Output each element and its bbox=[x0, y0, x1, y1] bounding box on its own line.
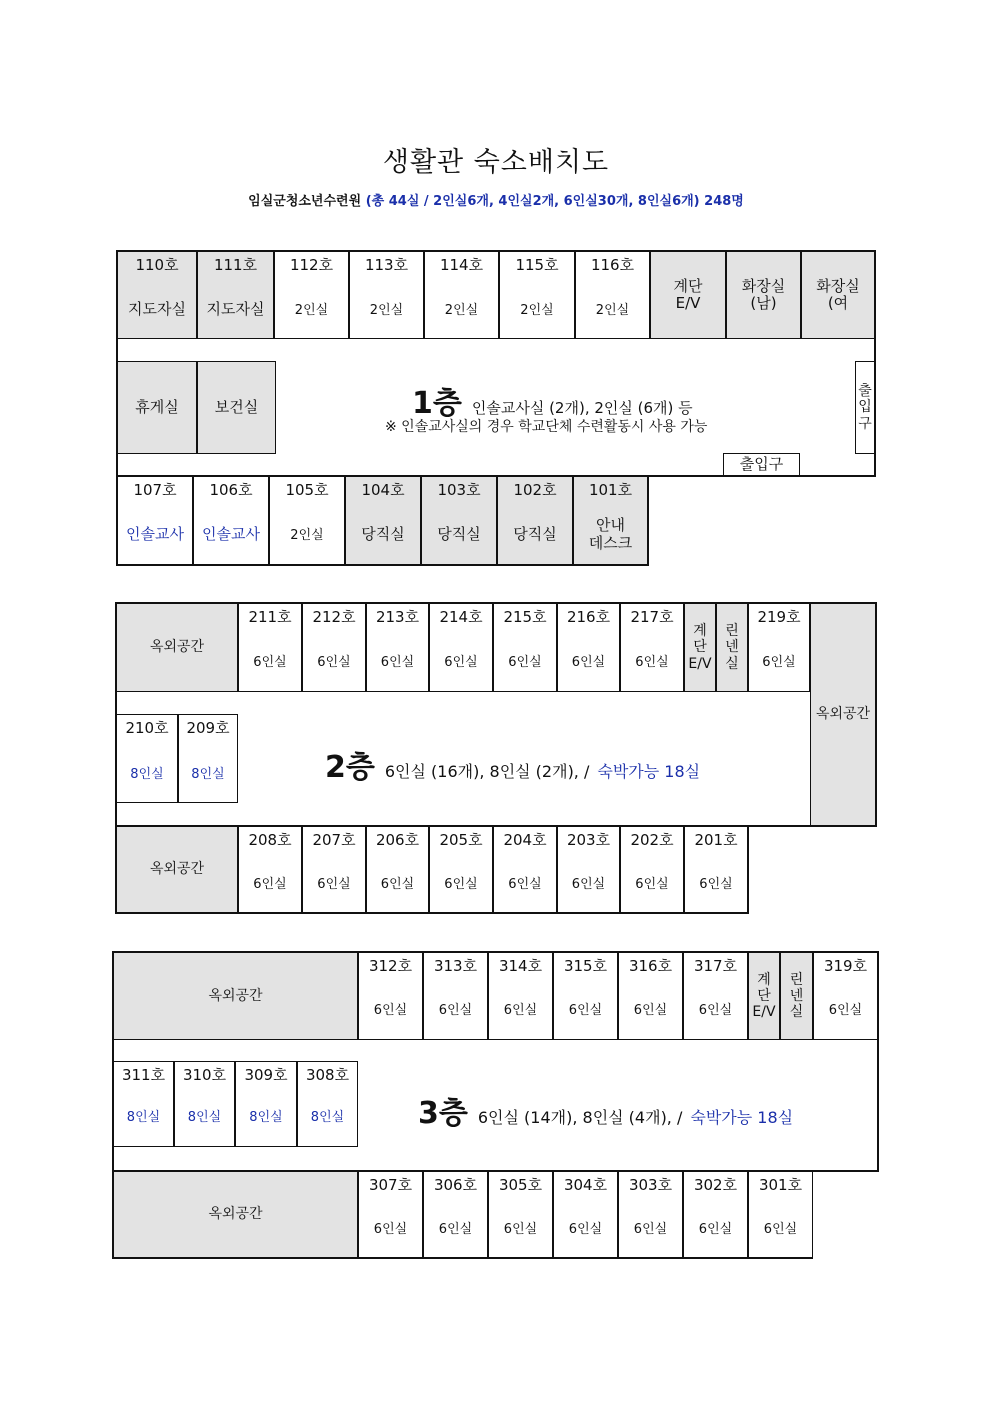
linen-char: 실 bbox=[789, 1004, 804, 1021]
outdoor-space-2f-top[interactable] bbox=[116, 603, 238, 692]
room-number: 110호 bbox=[135, 256, 179, 274]
stairs-elevator-1f[interactable] bbox=[650, 251, 726, 339]
outdoor-space-3f-bottom[interactable] bbox=[113, 1171, 358, 1258]
room-type: 6인실 bbox=[571, 655, 606, 670]
room-type: 당직실 bbox=[513, 525, 557, 543]
room-number: 205호 bbox=[439, 831, 483, 849]
desk-line1: 안내 bbox=[596, 516, 625, 535]
outdoor-space-3f-top[interactable] bbox=[113, 952, 358, 1040]
room-205[interactable] bbox=[429, 826, 493, 913]
room-type: 6인실 bbox=[828, 1003, 863, 1018]
room-type: 6인실 bbox=[444, 877, 478, 892]
floor2-availability: 숙박가능 18실 bbox=[597, 762, 701, 781]
room-number: 217호 bbox=[630, 608, 674, 626]
room-316[interactable] bbox=[618, 952, 683, 1040]
outdoor-space-2f-bottom[interactable] bbox=[116, 826, 238, 913]
room-number: 203호 bbox=[566, 831, 611, 849]
room-312[interactable] bbox=[358, 952, 423, 1040]
room-type: 6인실 bbox=[373, 1003, 408, 1018]
room-103[interactable] bbox=[421, 476, 497, 565]
room-type: 6인실 bbox=[253, 655, 287, 670]
linen-room-3f[interactable] bbox=[780, 952, 813, 1040]
floor1-number: 1층 bbox=[412, 386, 462, 421]
room-number: 313호 bbox=[433, 957, 478, 975]
room-type: 6인실 bbox=[380, 655, 415, 670]
floor1-note: ※ 인솔교사실의 경우 학교단체 수련활동시 사용 가능 bbox=[385, 419, 708, 435]
outdoor-label: 옥외공간 bbox=[208, 987, 263, 1004]
toilet-women-1f[interactable] bbox=[801, 251, 875, 339]
room-211[interactable] bbox=[238, 603, 302, 692]
room-106[interactable] bbox=[193, 476, 269, 565]
outdoor-space-2f-right[interactable] bbox=[810, 603, 876, 826]
room-type: 8인실 bbox=[191, 767, 225, 782]
room-102[interactable] bbox=[497, 476, 573, 565]
room-214[interactable] bbox=[429, 603, 493, 692]
room-311[interactable] bbox=[113, 1061, 174, 1147]
room-type: 6인실 bbox=[699, 877, 733, 892]
floor2-description: 6인실 (16개), 8인실 (2개), / bbox=[384, 762, 590, 781]
room-number: 309호 bbox=[244, 1066, 288, 1084]
room-number: 112호 bbox=[289, 256, 334, 274]
room-317[interactable] bbox=[683, 952, 748, 1040]
floor3-label bbox=[418, 1088, 793, 1132]
floor3-description: 6인실 (14개), 8인실 (4개), / bbox=[477, 1108, 683, 1127]
room-307[interactable] bbox=[358, 1171, 423, 1258]
room-number: 304호 bbox=[563, 1176, 608, 1194]
room-number: 210호 bbox=[125, 719, 169, 737]
linen-char: 린 bbox=[725, 623, 739, 640]
room-type: 6인실 bbox=[317, 877, 351, 892]
stairs-char: E/V bbox=[752, 1004, 776, 1021]
room-number: 214호 bbox=[439, 608, 483, 626]
room-number: 302호 bbox=[693, 1176, 738, 1194]
room-type: 2인실 bbox=[294, 303, 329, 318]
room-type: 8인실 bbox=[249, 1110, 283, 1125]
lounge-1f[interactable] bbox=[117, 361, 197, 454]
room-number: 308호 bbox=[305, 1066, 350, 1084]
room-number: 211호 bbox=[248, 608, 292, 626]
room-type: 6인실 bbox=[373, 1222, 408, 1237]
ev-label: E/V bbox=[675, 294, 701, 312]
room-type: 6인실 bbox=[508, 655, 542, 670]
room-type: 6인실 bbox=[633, 1222, 668, 1237]
room-216[interactable] bbox=[557, 603, 620, 692]
stairs-char: 단 bbox=[693, 639, 707, 656]
outdoor-label: 옥외공간 bbox=[149, 639, 205, 656]
room-type: 6인실 bbox=[763, 1222, 798, 1237]
room-number: 307호 bbox=[368, 1176, 413, 1194]
room-308[interactable] bbox=[297, 1061, 358, 1147]
toilet-label: 화장실 bbox=[816, 276, 860, 295]
room-219[interactable] bbox=[748, 603, 810, 692]
room-105[interactable] bbox=[269, 476, 345, 565]
room-number: 215호 bbox=[503, 608, 547, 626]
page-subtitle bbox=[0, 190, 992, 209]
room-101-info-desk[interactable] bbox=[573, 476, 648, 565]
outdoor-label: 옥외공간 bbox=[149, 861, 205, 878]
side-entrance-1f[interactable] bbox=[855, 361, 875, 454]
room-number: 208호 bbox=[248, 831, 292, 849]
room-type: 6인실 bbox=[571, 877, 606, 892]
room-number: 305호 bbox=[498, 1176, 543, 1194]
room-115[interactable] bbox=[499, 251, 575, 339]
outdoor-label: 옥외공간 bbox=[815, 706, 871, 723]
linen-char: 실 bbox=[725, 655, 739, 672]
linen-room-2f[interactable] bbox=[716, 603, 748, 692]
room-type: 2인실 bbox=[444, 303, 479, 318]
room-type: 6인실 bbox=[698, 1222, 733, 1237]
room-type: 8인실 bbox=[126, 1110, 161, 1125]
room-313[interactable] bbox=[423, 952, 488, 1040]
room-310[interactable] bbox=[174, 1061, 235, 1147]
room-number: 113호 bbox=[364, 256, 409, 274]
floor2-label bbox=[325, 742, 700, 786]
room-number: 310호 bbox=[182, 1066, 227, 1084]
room-type: 6인실 bbox=[568, 1222, 603, 1237]
room-number: 202호 bbox=[630, 831, 674, 849]
stairs-char: 계 bbox=[693, 623, 707, 640]
toilet-label: 화장실 bbox=[741, 276, 786, 295]
room-type: 6인실 bbox=[633, 1003, 668, 1018]
room-111[interactable] bbox=[197, 251, 274, 339]
room-type: 6인실 bbox=[635, 655, 669, 670]
room-301[interactable] bbox=[748, 1171, 813, 1258]
subtitle-org: 임실군청소년수련원 bbox=[248, 194, 362, 209]
room-number: 315호 bbox=[563, 957, 608, 975]
room-type: 당직실 bbox=[437, 525, 481, 543]
main-entrance-label: 출입구 bbox=[739, 454, 784, 473]
room-number: 209호 bbox=[186, 719, 230, 737]
desk-line2: 데스크 bbox=[588, 533, 633, 552]
room-type: 8인실 bbox=[130, 767, 164, 782]
side-entrance-char: 출 bbox=[858, 383, 872, 400]
room-number: 207호 bbox=[312, 831, 356, 849]
room-208[interactable] bbox=[238, 826, 302, 913]
room-215[interactable] bbox=[493, 603, 557, 692]
room-212[interactable] bbox=[302, 603, 366, 692]
outdoor-label: 옥외공간 bbox=[208, 1206, 263, 1223]
room-210[interactable] bbox=[116, 714, 178, 803]
room-type: 8인실 bbox=[310, 1110, 345, 1125]
room-number: 316호 bbox=[628, 957, 673, 975]
room-319[interactable] bbox=[813, 952, 878, 1040]
room-number: 312호 bbox=[368, 957, 413, 975]
main-entrance-1f[interactable] bbox=[723, 453, 800, 476]
floor3-availability: 숙박가능 18실 bbox=[690, 1108, 794, 1127]
room-type: 6인실 bbox=[317, 655, 351, 670]
room-type: 6인실 bbox=[762, 655, 796, 670]
room-type: 6인실 bbox=[438, 1003, 473, 1018]
room-203[interactable] bbox=[557, 826, 620, 913]
room-110[interactable] bbox=[117, 251, 197, 339]
room-type: 2인실 bbox=[595, 303, 630, 318]
room-217[interactable] bbox=[620, 603, 684, 692]
page-title: 생활관 숙소배치도 bbox=[382, 147, 610, 178]
floor1-description: 인솔교사실 (2개), 2인실 (6개) 등 bbox=[471, 399, 693, 417]
room-number: 114호 bbox=[439, 256, 484, 274]
linen-char: 넨 bbox=[789, 987, 804, 1004]
room-number: 201호 bbox=[694, 831, 738, 849]
room-number: 115호 bbox=[515, 256, 559, 274]
room-number: 102호 bbox=[513, 481, 557, 499]
room-107[interactable] bbox=[117, 476, 193, 565]
side-entrance-label bbox=[856, 362, 874, 453]
room-type: 6인실 bbox=[380, 877, 415, 892]
room-315[interactable] bbox=[553, 952, 618, 1040]
room-209[interactable] bbox=[178, 714, 238, 803]
room-number: 301호 bbox=[758, 1176, 803, 1194]
side-entrance-char: 구 bbox=[858, 415, 872, 432]
room-202[interactable] bbox=[620, 826, 684, 913]
stairs-elevator-2f[interactable] bbox=[684, 603, 716, 692]
toilet-gender: (남) bbox=[750, 294, 777, 312]
toilet-men-1f[interactable] bbox=[726, 251, 801, 339]
room-113[interactable] bbox=[349, 251, 424, 339]
room-309[interactable] bbox=[235, 1061, 297, 1147]
room-type: 8인실 bbox=[187, 1110, 222, 1125]
floor2-number: 2층 bbox=[325, 750, 375, 785]
room-number: 107호 bbox=[133, 481, 177, 499]
room-116[interactable] bbox=[575, 251, 650, 339]
room-number: 212호 bbox=[312, 608, 356, 626]
room-number: 219호 bbox=[757, 608, 801, 626]
stairs-char: 계 bbox=[757, 971, 771, 988]
room-type: 6인실 bbox=[508, 877, 542, 892]
room-type: 6인실 bbox=[568, 1003, 603, 1018]
room-number: 106호 bbox=[209, 481, 253, 499]
linen-char: 넨 bbox=[725, 639, 739, 656]
stairs-char: 단 bbox=[757, 987, 771, 1004]
room-type: 지도자실 bbox=[128, 300, 186, 318]
room-type: 6인실 bbox=[698, 1003, 733, 1018]
linen-char: 린 bbox=[789, 971, 804, 988]
lounge-label: 휴게실 bbox=[135, 397, 179, 416]
room-number: 317호 bbox=[693, 957, 738, 975]
stairs-char: E/V bbox=[688, 655, 712, 672]
room-number: 314호 bbox=[498, 957, 543, 975]
room-type: 인솔교사 bbox=[202, 525, 260, 543]
room-number: 216호 bbox=[566, 608, 611, 626]
room-305[interactable] bbox=[488, 1171, 553, 1258]
room-number: 104호 bbox=[361, 481, 405, 499]
room-number: 213호 bbox=[375, 608, 420, 626]
room-112[interactable] bbox=[274, 251, 349, 339]
room-104[interactable] bbox=[345, 476, 421, 565]
stairs-label: 계단 bbox=[673, 276, 703, 295]
room-type: 6인실 bbox=[503, 1222, 538, 1237]
room-type: 2인실 bbox=[520, 303, 554, 318]
room-type: 6인실 bbox=[503, 1003, 538, 1018]
room-306[interactable] bbox=[423, 1171, 488, 1258]
room-number: 311호 bbox=[121, 1066, 166, 1084]
room-314[interactable] bbox=[488, 952, 553, 1040]
room-type: 당직실 bbox=[361, 525, 405, 543]
floor3-number: 3층 bbox=[418, 1096, 468, 1131]
room-number: 116호 bbox=[590, 256, 635, 274]
room-206[interactable] bbox=[366, 826, 429, 913]
room-number: 319호 bbox=[823, 957, 868, 975]
room-304[interactable] bbox=[553, 1171, 618, 1258]
subtitle-summary: (총 44실 / 2인실6개, 4인실2개, 6인실30개, 8인실6개) 248명 bbox=[365, 194, 744, 209]
room-type: 6인실 bbox=[635, 877, 669, 892]
room-204[interactable] bbox=[493, 826, 557, 913]
health-room-label: 보건실 bbox=[214, 397, 259, 416]
room-114[interactable] bbox=[424, 251, 499, 339]
health-room-1f[interactable] bbox=[197, 361, 276, 454]
room-302[interactable] bbox=[683, 1171, 748, 1258]
room-213[interactable] bbox=[366, 603, 429, 692]
room-number: 103호 bbox=[437, 481, 481, 499]
room-type: 지도자실 bbox=[206, 300, 265, 318]
room-number: 206호 bbox=[375, 831, 420, 849]
room-303[interactable] bbox=[618, 1171, 683, 1258]
room-type: 인솔교사 bbox=[126, 525, 184, 543]
room-type: 6인실 bbox=[253, 877, 287, 892]
room-number: 111호 bbox=[213, 256, 258, 274]
room-number: 204호 bbox=[503, 831, 547, 849]
stairs-elevator-3f[interactable] bbox=[748, 952, 780, 1040]
room-type: 6인실 bbox=[438, 1222, 473, 1237]
toilet-gender: (여 bbox=[827, 294, 849, 312]
room-type: 6인실 bbox=[444, 655, 478, 670]
room-number: 101호 bbox=[588, 481, 633, 499]
room-207[interactable] bbox=[302, 826, 366, 913]
room-number: 303호 bbox=[628, 1176, 673, 1194]
room-201[interactable] bbox=[684, 826, 748, 913]
room-number: 306호 bbox=[433, 1176, 478, 1194]
room-type: 2인실 bbox=[290, 528, 324, 543]
side-entrance-char: 입 bbox=[858, 399, 872, 416]
room-type: 2인실 bbox=[369, 303, 404, 318]
room-number: 105호 bbox=[285, 481, 329, 499]
